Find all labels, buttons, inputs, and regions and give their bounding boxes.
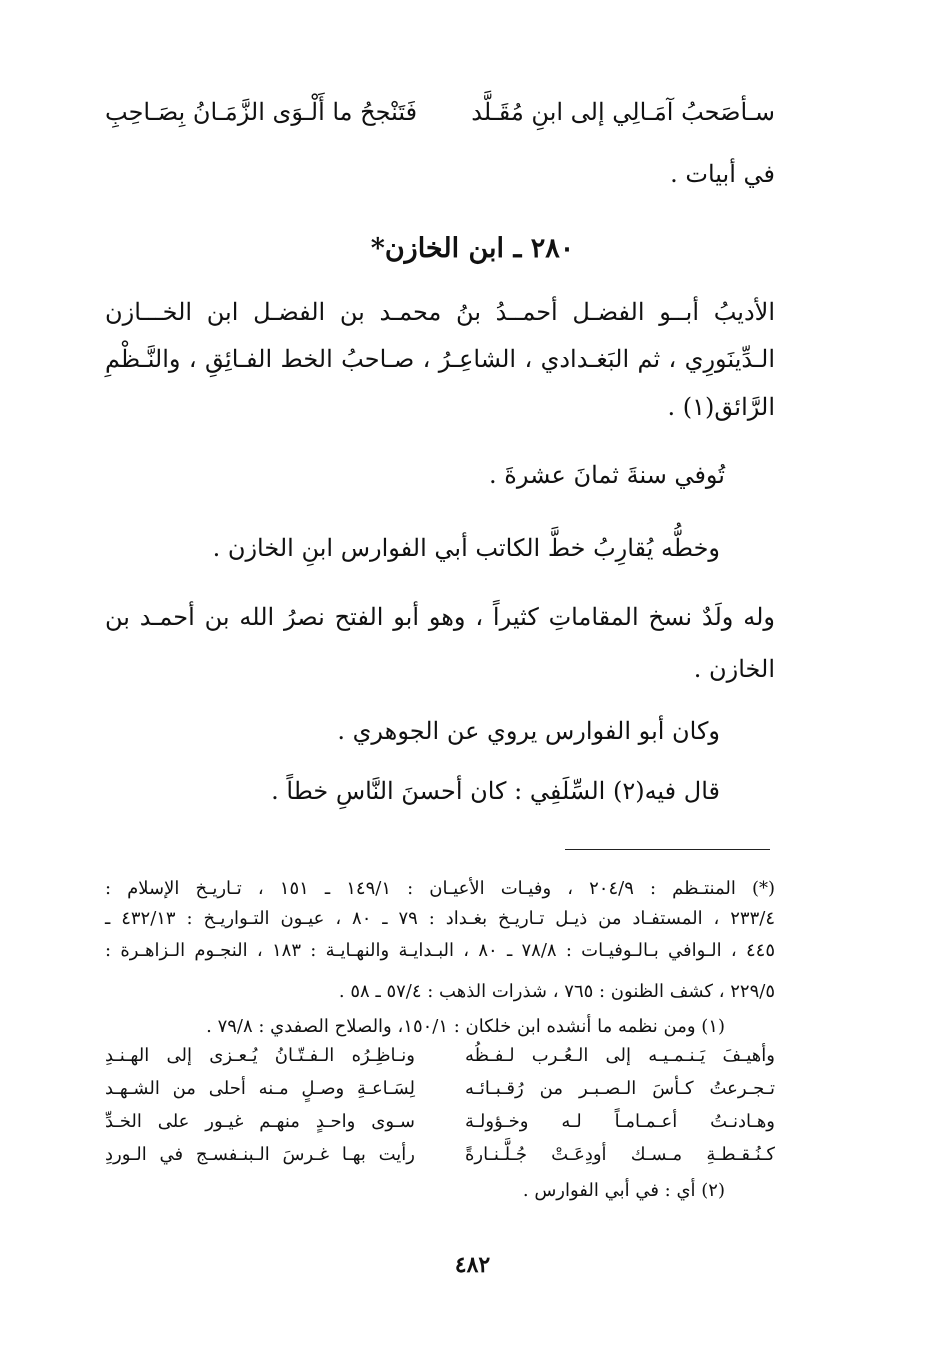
footnote-poem-row [105, 1111, 775, 1137]
paragraph-1-line-2: الـدِّينَورِي ، ثم البَغـدادي ، الشاعِـرُ ، صـاحبُ الخط الفـائِقِ ، والنَّـظْمِ [105, 345, 775, 373]
footnote-sources-line-1: (*) المنتـظم : ٢٠٤/٩ ، وفيـات الأعيـان : ١٤٩/١ ـ ١٥١ ، تـاريـخ الإسلام : [105, 878, 775, 899]
footnote-poem-row [105, 1144, 775, 1170]
paragraph-4-line-1: وله ولَدٌ نسخ المقاماتِ كثيراً ، وهو أبو الفتح نصرُ الله بن أحمـد بن [105, 603, 775, 631]
paragraph-4-line-2: الخازن . [693, 655, 775, 683]
poem-right-hemistich: وأهيـفَ يَـنـمـيـه إلى الـعُـرب لـفـظُه [465, 1045, 775, 1066]
page-number: ٤٨٢ [454, 1252, 491, 1278]
poem-left-hemistich: رأيت بهـا غـرسَ الـبنـفسـج في الـوردِ [105, 1144, 415, 1165]
poem-right-hemistich: كـنُـقـطـةِ مـسـك أودِعَـتْ جُـلَّـنـارةً [465, 1144, 775, 1165]
verse-note: في أبيات . [670, 160, 775, 188]
footnote-sources-line-3: ٤٤٥ ، الـوافي بـالـوفيـات : ٧٨/٨ ـ ٨٠ ، البـدايـة والنهـايـة : ١٨٣ ، النجـوم الـزاهـرة : [105, 940, 775, 961]
paragraph-3: وخطُّه يُقارِبُ خطَّ الكاتب أبي الفوارس ابنِ الخازن . [212, 534, 720, 562]
paragraph-5: وكان أبو الفوارس يروي عن الجوهري . [337, 717, 720, 745]
footnote-2: (٢) أي : في أبي الفوارس . [522, 1180, 725, 1201]
entry-title: ٢٨٠ ـ ابن الخازن* [370, 233, 575, 264]
poem-left-hemistich: لِسَـاعـةِ وصـلٍ مـنه أحلى من الشـهـد [105, 1078, 415, 1099]
footnote-1: (١) ومن نظمه ما أنشده ابن خلكان : ١٥٠/١، والصلاح الصفدي : ٧٩/٨ . [206, 1016, 725, 1037]
footnote-sources-line-4: ٢٢٩/٥ ، كشف الظنون : ٧٦٥ ، شذرات الذهب : ٥٧/٤ ـ ٥٨ . [338, 981, 775, 1002]
footnote-sources-line-2: ٢٣٣/٤ ، المستفـاد من ذيـل تـاريـخ بغـداد : ٧٩ ـ ٨٠ ، عيـون التـواريـخ : ٤٣٢/١٣ ـ [105, 908, 776, 929]
verse-line [105, 92, 775, 132]
verse-second-hemistich: فَتَنْجحُ ما أَلْـوَى الزَّمَـانُ بِصَـاحِبِ [105, 98, 418, 126]
paragraph-6: قال فيه(٢) السِّلَفِي : كان أحسنَ النَّاسِ خطاً . [271, 777, 720, 805]
poem-left-hemistich: ونـاظِـرُه الـفـتّـانُ يُـعـزى إلى الهـنـدِ [105, 1045, 415, 1066]
verse-first-hemistich: سـأصَحبُ آمَـالِي إلى ابنِ مُقَـلَّد [471, 98, 775, 126]
paragraph-1-line-1: الأديبُ أبــو الفضـل أحمــدُ بنُ محمـد بن الفضـل ابن الخـــازن [105, 298, 775, 326]
footnote-poem-row [105, 1045, 775, 1071]
paragraph-2: تُوفي سنةَ ثمانَ عشرةَ . [489, 461, 725, 489]
footnote-poem-row [105, 1078, 775, 1104]
footnote-separator [565, 849, 770, 850]
paragraph-1-line-3: الرَّائق(١) . [667, 393, 775, 421]
poem-left-hemistich: سـوى واحـدٍ منهـم غيـور على الخـدِّ [105, 1111, 415, 1132]
poem-right-hemistich: تـجـرعتُ كـأسَ الـصـبـر من رُقـبـائـه [465, 1078, 775, 1099]
poem-right-hemistich: وهـادنـتُ أعـمـامـاً لـه وخـؤولـة [465, 1111, 775, 1132]
